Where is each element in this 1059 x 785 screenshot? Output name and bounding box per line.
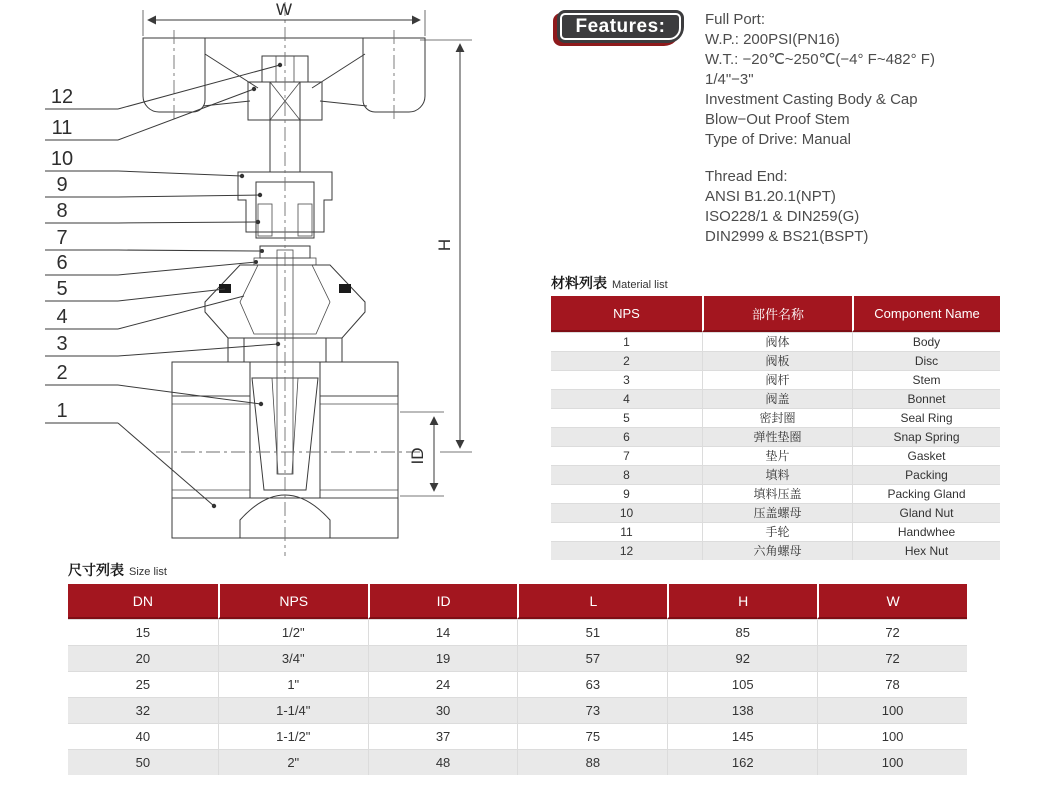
size-cell: 1/2" [218, 619, 368, 645]
size-cell: 72 [817, 645, 967, 671]
callout-5 [45, 278, 225, 301]
centerlines [156, 2, 420, 556]
feature-line: W.T.: −20℃~250℃(−4° F~482° F) [705, 51, 935, 68]
material-cell: 密封圈 [702, 408, 852, 427]
size-cell: 15 [68, 619, 218, 645]
feature-line: Full Port: [705, 11, 766, 28]
feature-line: Type of Drive: Manual [705, 131, 851, 148]
feature-line: ISO228/1 & DIN259(G) [705, 208, 860, 225]
material-row [551, 522, 1000, 541]
size-cell: 24 [368, 671, 518, 697]
callout-1 [45, 400, 216, 508]
feature-line: 1/4"−3" [705, 71, 754, 88]
size-cell: 25 [68, 671, 218, 697]
material-cell: 阀板 [702, 351, 852, 370]
size-cell: 1-1/4" [218, 697, 368, 723]
feature-line: Blow−Out Proof Stem [705, 111, 850, 128]
features-badge [557, 10, 684, 43]
material-cell: 压盖螺母 [702, 503, 852, 522]
size-header-row [68, 584, 967, 619]
material-cell: Seal Ring [852, 408, 1000, 427]
size-row [68, 697, 967, 723]
size-col-header: ID [368, 584, 518, 619]
valve-cross-section-diagram [0, 0, 540, 560]
material-cell: 11 [551, 522, 702, 541]
size-cell: 2" [218, 749, 368, 775]
material-cell: 填料压盖 [702, 484, 852, 503]
size-cell: 48 [368, 749, 518, 775]
material-list-title-en: Material list [612, 279, 668, 291]
material-list-table [551, 296, 1000, 560]
size-cell: 100 [817, 697, 967, 723]
material-cell: 9 [551, 484, 702, 503]
material-col-header: NPS [551, 296, 702, 332]
size-list-title [68, 560, 167, 580]
material-cell: 阀体 [702, 332, 852, 351]
size-cell: 72 [817, 619, 967, 645]
dim-label-h: H [435, 238, 454, 252]
size-cell: 1" [218, 671, 368, 697]
callout-12 [45, 63, 282, 109]
size-cell: 3/4" [218, 645, 368, 671]
material-row [551, 503, 1000, 522]
material-cell: 弹性垫圈 [702, 427, 852, 446]
callout-2 [45, 362, 263, 406]
material-row [551, 370, 1000, 389]
size-cell: 100 [817, 723, 967, 749]
part-number: 10 [50, 148, 74, 170]
size-cell: 51 [517, 619, 667, 645]
size-cell: 78 [817, 671, 967, 697]
material-cell: 手轮 [702, 522, 852, 541]
size-list-title-zh: 尺寸列表 [68, 562, 124, 578]
material-cell: 5 [551, 408, 702, 427]
dim-label-w: W [275, 0, 293, 19]
size-row [68, 723, 967, 749]
size-row [68, 645, 967, 671]
size-cell: 57 [517, 645, 667, 671]
material-col-header: 部件名称 [702, 296, 852, 332]
material-cell: 阀杆 [702, 370, 852, 389]
material-cell: 10 [551, 503, 702, 522]
dimension-h [420, 40, 472, 452]
callout-9 [45, 174, 262, 197]
callout-11 [45, 87, 256, 140]
size-cell: 19 [368, 645, 518, 671]
feature-line: Investment Casting Body & Cap [705, 91, 918, 108]
material-cell: 4 [551, 389, 702, 408]
size-cell: 50 [68, 749, 218, 775]
material-cell: 1 [551, 332, 702, 351]
size-cell: 30 [368, 697, 518, 723]
material-cell: 12 [551, 541, 702, 560]
features-badge-label: Features: [575, 15, 666, 37]
material-cell: 垫片 [702, 446, 852, 465]
material-cell: 六角螺母 [702, 541, 852, 560]
feature-line: W.P.: 200PSI(PN16) [705, 31, 840, 48]
material-row [551, 446, 1000, 465]
callout-6 [45, 252, 258, 275]
size-cell: 162 [667, 749, 817, 775]
part-number: 4 [56, 306, 68, 328]
feature-line: ANSI B1.20.1(NPT) [705, 188, 836, 205]
part-number: 2 [56, 362, 68, 384]
size-col-header: DN [68, 584, 218, 619]
size-cell: 37 [368, 723, 518, 749]
size-col-header: H [667, 584, 817, 619]
material-cell: 2 [551, 351, 702, 370]
material-row [551, 408, 1000, 427]
callout-3 [45, 333, 280, 356]
material-col-header: Component Name [852, 296, 1000, 332]
material-cell: 6 [551, 427, 702, 446]
size-list-title-en: Size list [129, 566, 167, 578]
part-number: 1 [56, 400, 68, 422]
material-row [551, 427, 1000, 446]
size-cell: 105 [667, 671, 817, 697]
size-col-header: W [817, 584, 967, 619]
size-cell: 92 [667, 645, 817, 671]
handwheel [143, 30, 425, 122]
material-cell: 3 [551, 370, 702, 389]
size-cell: 14 [368, 619, 518, 645]
material-cell: Snap Spring [852, 427, 1000, 446]
dim-label-id: ID [408, 447, 427, 465]
material-row [551, 465, 1000, 484]
material-cell: Packing [852, 465, 1000, 484]
size-cell: 73 [517, 697, 667, 723]
size-cell: 20 [68, 645, 218, 671]
dimension-w [143, 0, 425, 36]
part-number: 11 [51, 117, 73, 139]
material-cell: Gasket [852, 446, 1000, 465]
material-list-title [551, 273, 668, 293]
size-row [68, 749, 967, 775]
size-cell: 100 [817, 749, 967, 775]
material-header-row [551, 296, 1000, 332]
size-col-header: L [517, 584, 667, 619]
material-cell: Disc [852, 351, 1000, 370]
material-cell: 填料 [702, 465, 852, 484]
dimension-id [400, 412, 444, 496]
material-cell: Hex Nut [852, 541, 1000, 560]
part-number: 12 [50, 86, 74, 108]
feature-line: Thread End: [705, 168, 788, 185]
size-cell: 32 [68, 697, 218, 723]
material-row [551, 389, 1000, 408]
callout-7 [45, 227, 264, 253]
part-callouts [45, 63, 282, 508]
size-list-table [68, 584, 967, 775]
part-number: 9 [56, 174, 68, 196]
part-number: 5 [56, 278, 68, 300]
material-row [551, 332, 1000, 351]
material-row [551, 541, 1000, 560]
material-cell: Stem [852, 370, 1000, 389]
part-number: 6 [56, 252, 68, 274]
size-cell: 138 [667, 697, 817, 723]
size-cell: 145 [667, 723, 817, 749]
callout-8 [45, 200, 260, 224]
material-row [551, 351, 1000, 370]
size-cell: 75 [517, 723, 667, 749]
material-cell: 阀盖 [702, 389, 852, 408]
material-cell: 8 [551, 465, 702, 484]
material-row [551, 484, 1000, 503]
features-gap [705, 150, 1035, 167]
features-list [705, 10, 1035, 247]
material-cell: Body [852, 332, 1000, 351]
part-number: 7 [56, 227, 68, 249]
feature-line: DIN2999 & BS21(BSPT) [705, 228, 869, 245]
part-number: 3 [56, 333, 68, 355]
material-list-title-zh: 材料列表 [551, 275, 607, 291]
callout-10 [45, 148, 244, 178]
size-cell: 40 [68, 723, 218, 749]
features-badge-frame [560, 13, 681, 40]
material-cell: 7 [551, 446, 702, 465]
material-cell: Gland Nut [852, 503, 1000, 522]
material-cell: Packing Gland [852, 484, 1000, 503]
material-cell: Bonnet [852, 389, 1000, 408]
size-row [68, 671, 967, 697]
material-cell: Handwhee [852, 522, 1000, 541]
size-cell: 1-1/2" [218, 723, 368, 749]
size-row [68, 619, 967, 645]
size-col-header: NPS [218, 584, 368, 619]
part-number: 8 [56, 200, 68, 222]
size-cell: 85 [667, 619, 817, 645]
size-cell: 88 [517, 749, 667, 775]
size-cell: 63 [517, 671, 667, 697]
